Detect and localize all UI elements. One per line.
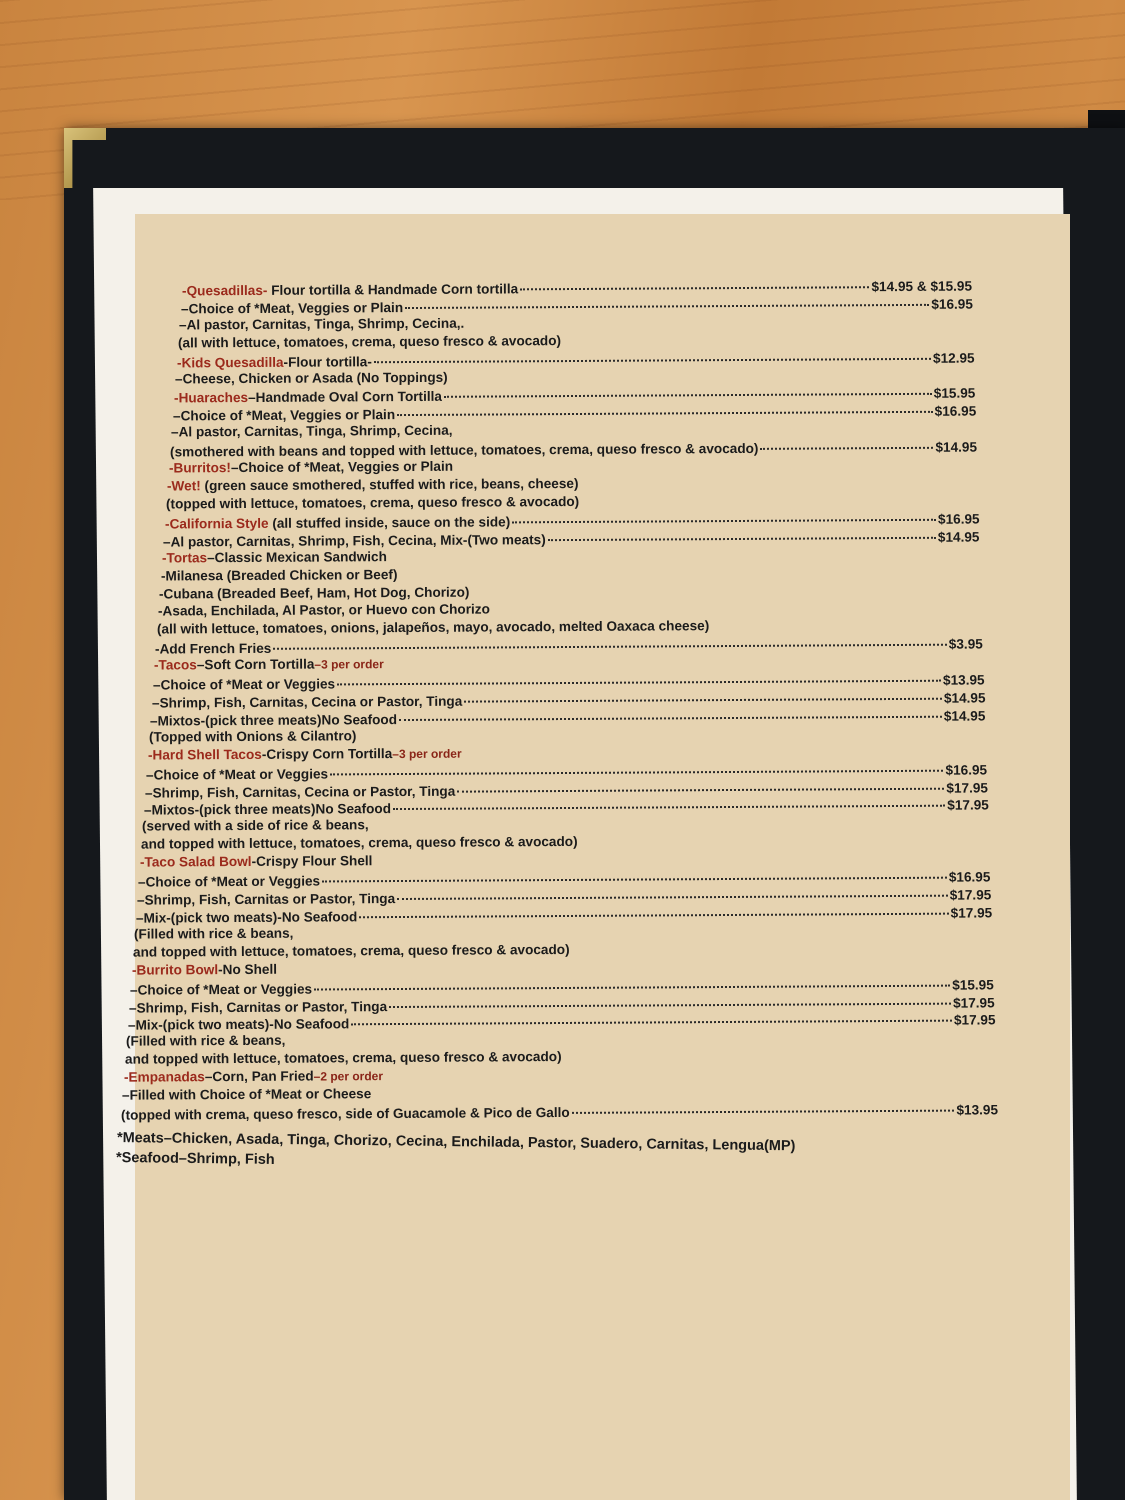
menu-item-heading: -Empanadas — [123, 1069, 205, 1085]
menu-item-detail: –Shrimp, Fish, Carnitas or Pastor, Tinga — [128, 998, 388, 1016]
menu-item-heading: -Wet! — [167, 478, 202, 494]
menu-item-detail: (topped with crema, queso fresco, side of Guacamole & Pico de Gallo — [120, 1104, 570, 1123]
menu-item-detail: –Choice of *Meat, Veggies or Plain — [180, 299, 403, 317]
dot-leader — [373, 344, 930, 362]
dot-leader — [392, 792, 944, 810]
menu-item-price: $13.95 — [942, 672, 985, 688]
dot-leader — [274, 631, 948, 650]
menu-item-price: $13.95 — [956, 1102, 999, 1118]
menu-item-detail: and topped with lettuce, tomatoes, crema, queso fresco & avocado) — [132, 941, 570, 960]
dot-leader — [520, 273, 869, 290]
menu-item-text — [130, 980, 312, 998]
menu-item-heading: -Quesadillas- — [181, 282, 268, 299]
dot-leader — [397, 398, 933, 416]
menu-item-detail: –Choice of *Meat or Veggies — [130, 981, 313, 998]
menu-item-text — [171, 422, 453, 441]
menu-item-price: $17.95 — [953, 1012, 996, 1029]
menu-item-detail: -Flour tortilla- — [283, 353, 372, 370]
dot-leader — [399, 703, 942, 721]
menu-item-text — [159, 583, 470, 602]
menu-item-detail: -Crispy Flour Shell — [251, 853, 373, 870]
dot-leader — [444, 380, 932, 398]
dot-leader — [337, 667, 941, 686]
dot-leader — [314, 971, 950, 990]
menu-item-text — [122, 1085, 371, 1104]
menu-item-text — [124, 1067, 383, 1087]
menu-line — [121, 1099, 998, 1123]
menu-item-detail: (topped with lettuce, tomatoes, crema, queso fresco & avocado) — [166, 493, 580, 512]
menu-item-text — [141, 833, 578, 853]
per-order-note: –3 per order — [314, 657, 384, 672]
menu-item-heading: -Kids Quesadilla — [176, 354, 284, 371]
menu-item-price: $17.95 — [952, 994, 995, 1011]
menu-item-price: $16.95 — [949, 869, 991, 885]
footnote: *Seafood–Shrimp, Fish — [115, 1150, 275, 1168]
menu-item-detail: –Corn, Pan Fried — [204, 1068, 314, 1085]
menu-item-price: $17.95 — [949, 887, 992, 903]
menu-item-detail: –Handmade Oval Corn Tortilla — [248, 389, 443, 406]
menu-item-text — [169, 458, 453, 477]
menu-item-detail: –Mix-(pick two meats)-No Seafood — [135, 909, 357, 926]
menu-item-price: $14.95 — [943, 690, 986, 706]
menu-item-price: $16.95 — [937, 511, 980, 527]
dot-leader — [572, 1097, 955, 1114]
menu-item-price: $14.95 & $15.95 — [871, 278, 973, 295]
menu-item-heading: -Tacos — [154, 657, 198, 673]
menu-item-text — [132, 960, 277, 978]
menu-item-text — [146, 765, 328, 783]
menu-item-text — [134, 925, 293, 943]
per-order-note: –3 per order — [391, 746, 462, 761]
menu-item-detail: (all with lettuce, tomatoes, crema, queso fresco & avocado) — [177, 332, 562, 351]
dot-leader — [760, 434, 933, 450]
dot-leader — [548, 524, 936, 541]
dot-leader — [351, 1007, 952, 1026]
menu-item-detail: -Cubana (Breaded Beef, Ham, Hot Dog, Chorizo) — [159, 584, 470, 602]
menu-item-text — [162, 548, 387, 566]
menu-item-price: $16.95 — [930, 296, 973, 312]
menu-item-price: $14.95 — [938, 529, 980, 545]
menu-item-detail: (Filled with rice & beans, — [126, 1033, 286, 1049]
dot-leader — [322, 864, 947, 883]
menu-item-detail: (Filled with rice & beans, — [134, 925, 294, 942]
menu-item-detail: Flour tortilla & Handmade Corn tortilla — [267, 281, 519, 298]
menu-item-detail: –Choice of *Meat or Veggies — [146, 766, 329, 783]
menu-item-heading: -California Style — [164, 515, 269, 532]
menu-item-detail: –Mixtos-(pick three meats)No Seafood — [150, 711, 398, 729]
menu-item-detail: (all with lettuce, tomatoes, onions, jalapeños, mayo, avocado, melted Oaxaca cheese) — [156, 618, 710, 637]
menu-item-text — [125, 1048, 562, 1068]
menu-item-detail: –Filled with Choice of *Meat or Cheese — [122, 1086, 372, 1103]
menu-item-price: $15.95 — [952, 976, 995, 993]
menu-item-text — [161, 566, 398, 584]
menu-item-price: $17.95 — [950, 905, 992, 921]
menu-item-price: $12.95 — [932, 350, 975, 366]
menu-item-detail: -No Shell — [217, 961, 277, 977]
menu-item-detail: –Shrimp, Fish, Carnitas or Pastor, Tinga — [136, 891, 396, 908]
menu-item-text — [167, 475, 579, 495]
menu-item-detail: –Al pastor, Carnitas, Tinga, Shrimp, Cecina, — [171, 423, 453, 440]
menu-item-detail: –Choice of *Meat or Veggies — [152, 676, 335, 693]
menu-item-price: $14.95 — [943, 708, 986, 724]
menu-item-detail: –Choice of *Meat, Veggies or Plain — [172, 407, 395, 424]
menu-item-text — [133, 941, 570, 961]
menu-item-detail: (smothered with beans and topped with lettuce, tomatoes, crema, queso fresco & avocado) — [170, 441, 759, 460]
menu-item-text — [126, 1032, 285, 1050]
menu-item-heading: -Taco Salad Bowl — [139, 854, 252, 870]
menu-item-text — [175, 368, 448, 387]
menu-item-heading: -Tortas — [162, 549, 208, 566]
dot-leader — [389, 989, 951, 1007]
dot-leader — [405, 291, 929, 309]
menu-item-detail: –Choice of *Meat or Veggies — [138, 873, 321, 890]
menu-item-heading: -Hard Shell Tacos — [147, 746, 262, 763]
menu-item-heading: -Burritos! — [168, 460, 231, 476]
menu-item-detail: -Milanesa (Breaded Chicken or Beef) — [160, 566, 398, 584]
menu-item-price: $17.95 — [946, 779, 988, 796]
dot-leader — [464, 685, 942, 703]
menu-item-heading: -Huaraches — [173, 390, 249, 406]
menu-item-detail: –Al pastor, Carnitas, Shrimp, Fish, Cecina, Mix-(Two meats) — [163, 531, 547, 550]
menu-item-detail: –Cheese, Chicken or Asada (No Toppings) — [175, 369, 449, 387]
dot-leader — [457, 774, 944, 792]
menu-item-detail: –Mix-(pick two meats)-No Seafood — [127, 1016, 349, 1034]
menu-item-detail: -Crispy Corn Tortilla — [261, 745, 392, 762]
menu-item-text — [177, 353, 372, 371]
menu-item-detail: –Choice of *Meat, Veggies or Plain — [230, 458, 453, 476]
menu-item-price: $15.95 — [933, 386, 976, 402]
menu-item-price: $14.95 — [935, 439, 978, 455]
menu-item-detail: (served with a side of rice & beans, — [142, 817, 369, 834]
menu-item-detail: (Topped with Onions & Cilantro) — [148, 728, 357, 745]
dot-leader — [397, 882, 948, 900]
menu-item-price: $16.95 — [945, 762, 988, 778]
menu-item-text — [142, 817, 369, 835]
menu-item-detail: –Shrimp, Fish, Carnitas, Cecina or Pastor, Tinga — [144, 783, 456, 801]
dot-leader — [330, 756, 944, 775]
menu-item-detail: -Add French Fries — [155, 641, 272, 657]
menu-item-detail: –Classic Mexican Sandwich — [207, 548, 388, 565]
dot-leader — [512, 506, 936, 524]
menu-item-detail: -Asada, Enchilada, Al Pastor, or Huevo con Chorizo — [158, 601, 491, 619]
menu-item-detail: –Al pastor, Carnitas, Tinga, Shrimp, Cecina,. — [179, 315, 465, 333]
menu-item-detail: –Shrimp, Fish, Carnitas, Cecina or Pastor, Tinga — [151, 693, 462, 711]
menu-item-text — [149, 727, 357, 745]
dot-leader — [359, 900, 948, 919]
menu-item-detail: –Mixtos-(pick three meats)No Seafood — [143, 801, 391, 819]
menu-item-detail: and topped with lettuce, tomatoes, crema, queso fresco & avocado) — [124, 1049, 562, 1067]
menu-item-text — [158, 601, 490, 620]
menu-item-detail: (green sauce smothered, stuffed with rice, beans, cheese) — [201, 475, 579, 494]
menu-item-text — [121, 1104, 570, 1124]
menu-item-detail: (all stuffed inside, sauce on the side) — [268, 514, 511, 531]
menu-item-text — [179, 314, 464, 333]
menu-item-price: $16.95 — [934, 403, 976, 420]
menu-item-detail: –Soft Corn Tortilla — [196, 656, 315, 673]
menu-item-detail: and topped with lettuce, tomatoes, crema, queso fresco & avocado) — [140, 834, 578, 852]
menu-item-price: $3.95 — [949, 636, 984, 652]
per-order-note: –2 per order — [313, 1069, 383, 1084]
menu-item-price: $17.95 — [946, 797, 989, 814]
menu-item-heading: -Burrito Bowl — [131, 961, 218, 978]
footnote: *Meats–Chicken, Asada, Tinga, Chorizo, Cecina, Enchilada, Pastor, Suadero, Carnitas, Lengua(MP) — [116, 1130, 796, 1155]
